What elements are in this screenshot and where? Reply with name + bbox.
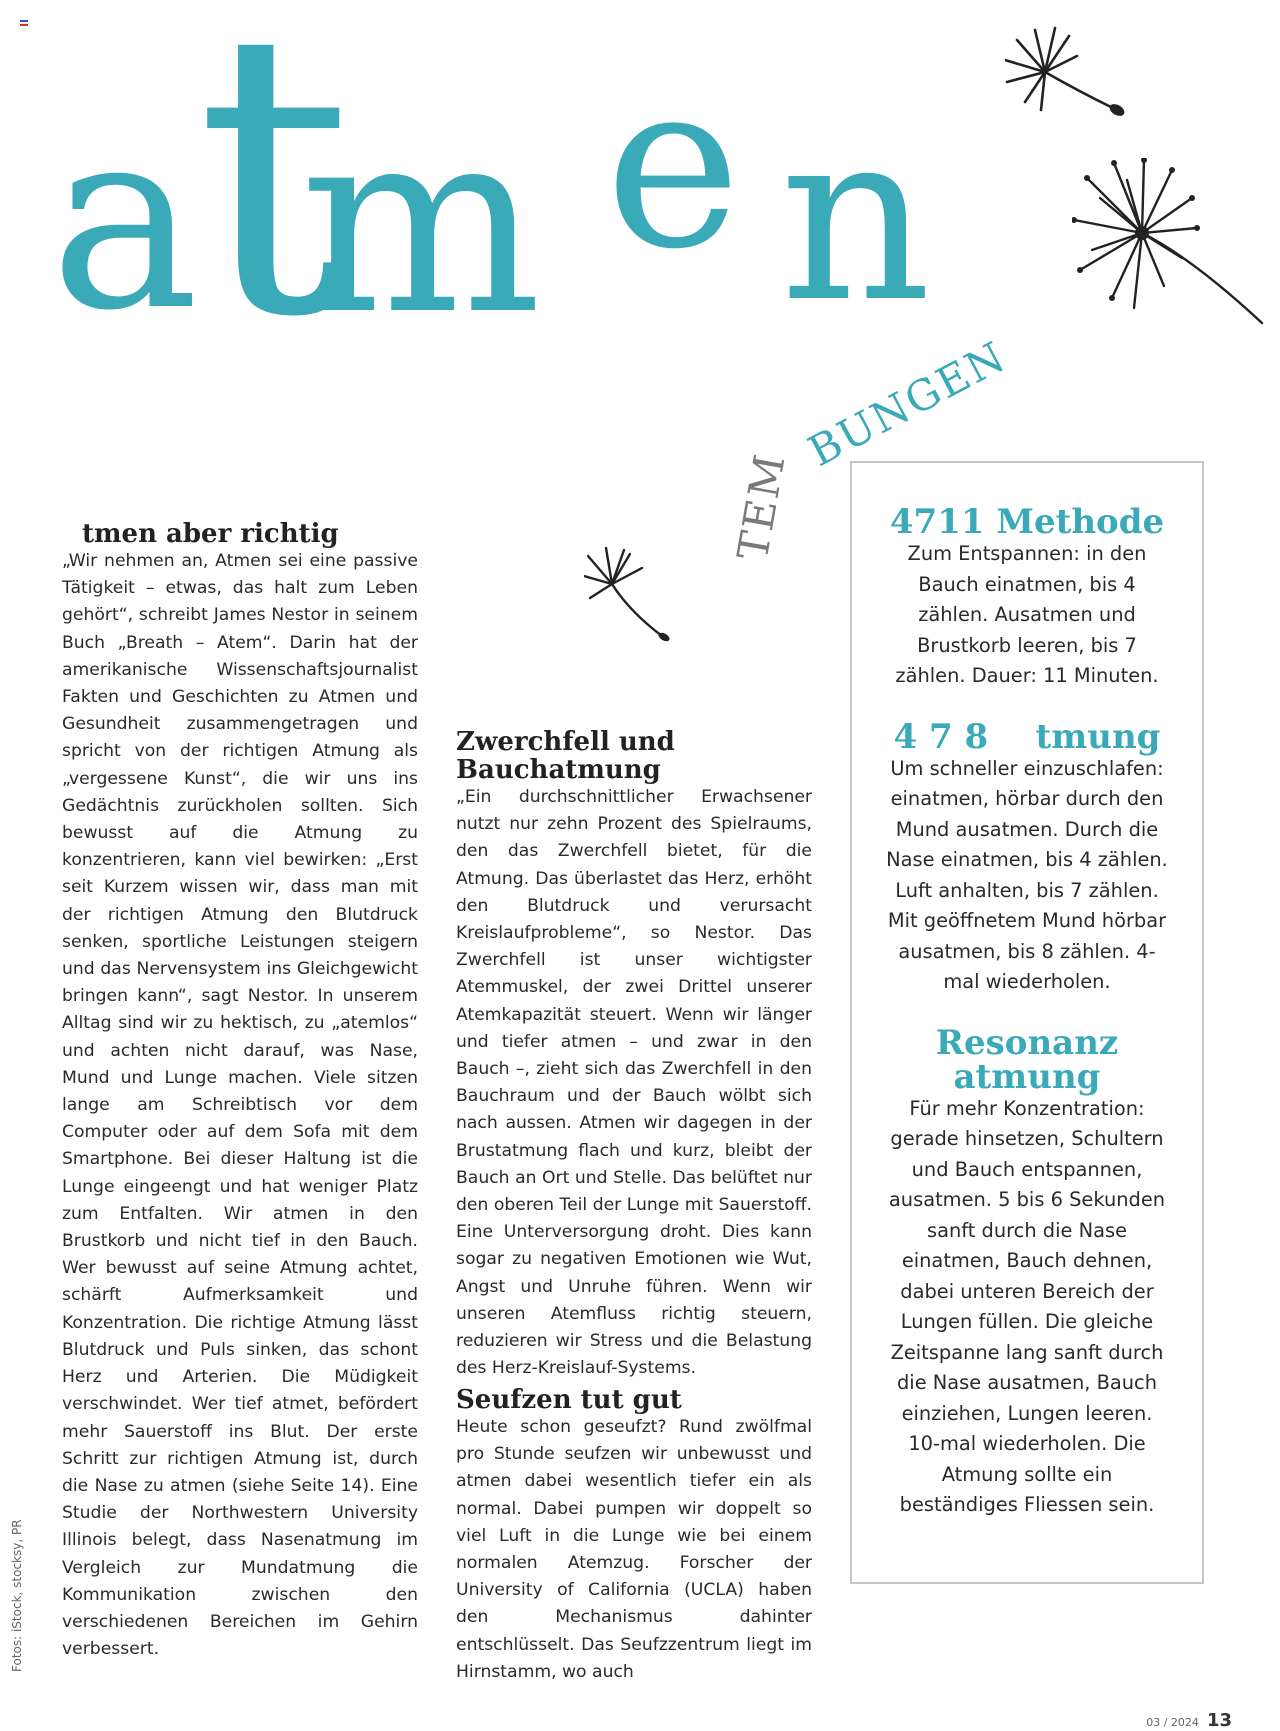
hero-letter-t: t	[196, 0, 353, 402]
arc-word-teal: BUNGEN	[800, 331, 1015, 477]
section-heading-atmen: tmen aber richtig	[82, 519, 339, 549]
dandelion-seed-icon	[1005, 22, 1135, 132]
section-heading-zwerchfell: Zwerchfell und Bauchatmung	[456, 727, 675, 785]
photo-credit: Fotos: iStock, stocksy, PR	[10, 1519, 24, 1672]
exercise-heading-resonanz	[886, 1022, 1168, 1097]
exercise-heading-478: 4 7 8 tmung	[893, 716, 1161, 757]
exercise-text-resonanz: Für mehr Konzentration: gerade hinsetzen, Schultern und Bauch entspannen, ausatmen. 5 bis 6 Sekunden sanft durch die Nase einatmen, Bauch dehnen, dabei unteren Bereich der Lungen füllen. Die gleiche Zeitspanne lang sanft durch die Nase ausatmen, Bauch einziehen, Lungen leeren. 10-mal wiederholen. Die Atmung sollte ein beständiges Fliessen sein.	[888, 1096, 1166, 1516]
page-folio	[1146, 1710, 1232, 1731]
section-text-seufzen: Heute schon geseufzt? Rund zwölfmal pro Stunde seufzen wir unbewusst und atmen dabei wesentlich tiefer ein als normal. Dabei pumpen wir doppelt so viel Luft in die Lunge wie bei einem normalen Atemzug. Forscher der University of California (UCLA) haben den Mechanismus dahinter entschlüsselt. Das Seufzzentrum liegt im Hirnstamm, wo auch	[456, 1417, 812, 1682]
hero-letter-e: e	[605, 33, 742, 300]
hero-letter-n: n	[780, 81, 932, 354]
section-text-atmen: „Wir nehmen an, Atmen sei eine passive Tätigkeit – etwas, das halt zum Leben gehört“, schreibt James Nestor in seinem Buch „Breath – Atem“. Darin hat der amerikanische Wissenschaftsjournalist Fakten und Geschichten zu Atmen und Gesundheit zusammengetragen und spricht von der richtigen Atmung als „vergessene Kunst“, die wir uns ins Gedächtnis zurückholen sollten. Sich bewusst auf die Atmung zu konzentrieren, kann viel bewirken: „Erst seit Kurzem wissen wir, dass man mit der richtigen Atmung den Blutdruck senken, sportliche Leistungen steigern und das Nervensystem ins Gleichgewicht bringen kann“, sagt Nestor. In unserem Alltag sind wir zu hektisch, zu „atemlos“ und achten nicht darauf, was Nase, Mund und Lunge machen. Viele sitzen lange am Schreibtisch vor dem Computer oder auf dem Sofa mit dem Smartphone. Bei dieser Haltung ist die Lunge eingeengt und hat weniger Platz zum Entfalten. Wir atmen in den Brustkorb und nicht tief in den Bauch. Wer bewusst auf seine Atmung achtet, schärft Aufmerksamkeit und Konzentration. Die richtige Atmung lässt Blutdruck und Puls sinken, das schont Herz und Arterien. Die Müdigkeit verschwindet. Wer tief atmet, befördert mehr Sauerstoff ins Blut. Der erste Schritt zur richtigen Atmung ist, durch die Nase zu atmen (siehe Seite 14). Eine Studie der Northwestern University Illinois belegt, dass Nasenatmung im Vergleich zur Mundatmung die Kommunikation zwischen den verschiedenen Bereichen im Gehirn verbessert.	[62, 551, 418, 1660]
hero-letter-m: m	[300, 74, 542, 371]
section-heading-seufzen: Seufzen tut gut	[456, 1385, 682, 1415]
exercise-heading-resonanz-line2: atmung	[953, 1056, 1101, 1097]
article-column-2	[456, 728, 812, 1382]
dandelion-seed-icon	[584, 546, 674, 646]
article-column-1	[62, 520, 418, 1663]
section-text-zwerchfell: „Ein durchschnittlicher Erwachsener nutzt nur zehn Prozent des Spielraums, den das Zwerchfell bietet, für die Atmung. Das überlastet das Herz, erhöht den Blutdruck und verursacht Kreislaufprobleme“, so Nestor. Das Zwerchfell ist unser wichtigster Atemmuskel, der zwei Drittel unserer Atemkapazität steuert. Wenn wir länger und tiefer atmen – und zwar in den Bauch –, zieht sich das Zwerchfell in den Bauchraum und der Bauch wölbt sich nach aussen. Atmen wir dagegen in der Brustatmung flach und kurz, bleibt der Bauch an Ort und Stelle. Das belüftet nur den oberen Teil der Lunge mit Sauerstoff. Eine Unterversorgung droht. Dies kann sogar zu negativen Emotionen wie Wut, Angst und Unruhe führen. Wenn wir unseren Atemfluss richtig steuern, reduzieren wir Stress und die Belastung des Herz-Kreislauf-Systems.	[456, 787, 812, 1379]
exercise-heading-4711: 4711 Methode	[889, 502, 1165, 542]
arc-word-gray: TEM	[727, 449, 795, 564]
article-column-2b	[456, 1386, 812, 1686]
flag-marker	[20, 20, 28, 26]
exercise-text-478: Um schneller einzuschlafen: einatmen, hörbar durch den Mund ausatmen. Durch die Nase einatmen, bis 4 zählen. Luft anhalten, bis 7 zählen. Mit geöffnetem Mund hörbar ausatmen, bis 8 zählen. 4-mal wiederholen.	[886, 756, 1168, 993]
dandelion-flower-icon	[1072, 158, 1272, 328]
exercise-heading-resonanz-line1: Resonanz	[935, 1022, 1119, 1063]
exercise-text-4711: Zum Entspannen: in den Bauch einatmen, bis 4 zählen. Ausatmen und Brustkorb leeren, bis 7 zählen. Dauer: 11 Minuten.	[895, 542, 1159, 687]
exercise-box	[850, 461, 1204, 1584]
page-number: 13	[1206, 1710, 1232, 1731]
issue-label: 03 / 2024	[1146, 1716, 1199, 1729]
hero-letter-a: a	[50, 74, 200, 365]
